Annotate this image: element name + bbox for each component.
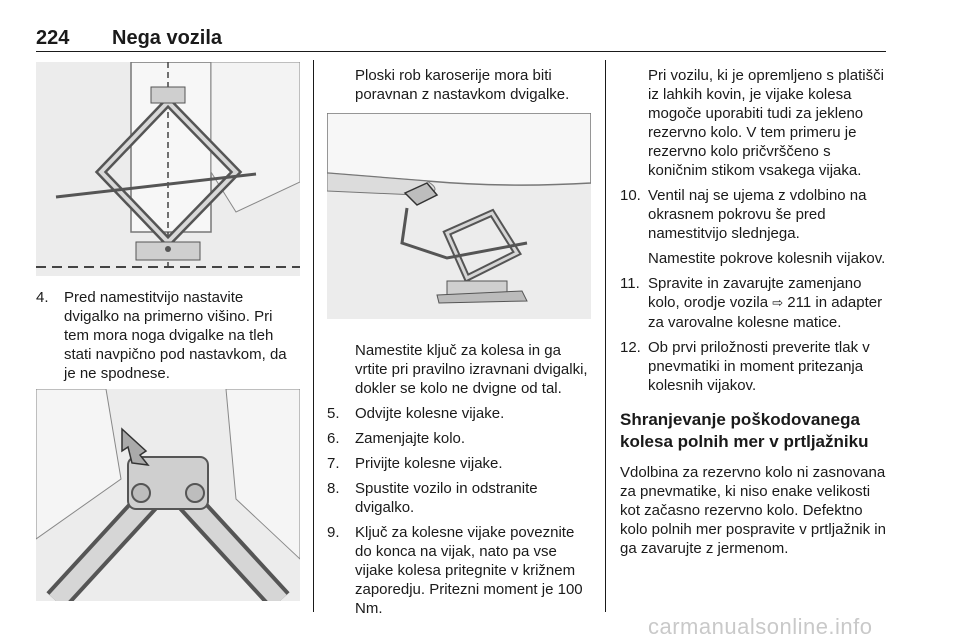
step-text: Zamenjajte kolo.	[355, 430, 466, 447]
step-number: 12.	[620, 339, 641, 356]
column-2	[327, 66, 591, 618]
step-text: Ventil naj se ujema z vdolbino na okrasnem pokrovu še pred namestitvijo slednjega.	[648, 187, 867, 242]
jack-head-closeup-illustration	[36, 389, 300, 601]
step-text: Odvijte kolesne vijake.	[355, 405, 505, 422]
column-3	[620, 66, 888, 558]
intro-paragraph: Ploski rob karoserije mora biti poravnan z nastavkom dvigalke.	[355, 67, 570, 103]
header-rule	[36, 51, 886, 52]
step-number: 10.	[620, 187, 641, 204]
step-text: Ob prvi priložnosti preverite tlak v pnevmatiki in moment pritezanja kolesnih vijakov.	[648, 339, 870, 394]
step-12	[620, 338, 888, 395]
step-7	[327, 454, 591, 473]
column-divider	[605, 60, 606, 612]
step-text	[648, 274, 888, 332]
step-note: Namestite pokrove kolesnih vijakov.	[648, 250, 886, 267]
column-1	[36, 62, 300, 601]
step-number: 7.	[327, 455, 340, 472]
step-5	[327, 404, 591, 423]
step-text: Pred namestitvijo nastavite dvigalko na primerno višino. Pri tem mora noga dvigalke na tleh stati navpično pod nastavkom, da je ne spodnese.	[64, 289, 287, 382]
step-10	[620, 186, 888, 268]
step-text-part: Spravite in zavarujte zamenjano kolo, orodje vozila	[648, 275, 862, 311]
continuation-paragraph: Pri vozilu, ki je opremljeno s platišči iz lahkih kovin, je vijake kolesa mogoče uporabiti tudi za jekleno rezervno kolo. V tem primeru je rezervno kolo pričvrščeno s koničnim stikom vsakega vijaka.	[648, 67, 884, 179]
jack-height-illustration	[36, 62, 300, 276]
step-8	[327, 479, 591, 517]
step-number: 9.	[327, 524, 340, 541]
step-4	[36, 288, 300, 383]
page-number: 224	[36, 27, 70, 49]
step-text: Ključ za kolesne vijake poveznite do konca na vijak, nato pa vse vijake kolesa pritegnite v križnem zaporedju. Pritezni moment je 100 Nm.	[355, 524, 583, 617]
step-number: 4.	[36, 289, 49, 306]
column-divider	[313, 60, 314, 612]
page-reference-arrow-icon[interactable]: ⇨	[772, 296, 784, 311]
step-number: 11.	[620, 275, 640, 292]
step-11	[620, 274, 888, 332]
page-title: Nega vozila	[112, 27, 223, 49]
section-paragraph: Vdolbina za rezervno kolo ni zasnovana za pnevmatike, ki niso enake velikosti kot začasno rezervno kolo. Defektno kolo polnih mer pospravite v prtljažnik in ga zavarujte z jermenom.	[620, 464, 886, 557]
step-9	[327, 523, 591, 618]
step-number: 8.	[327, 480, 340, 497]
watermark: carmanualsonline.info	[648, 614, 873, 639]
step-text: Privijte kolesne vijake.	[355, 455, 503, 472]
step-6	[327, 429, 591, 448]
after-figure-paragraph: Namestite ključ za kolesa in ga vrtite pri pravilno izravnani dvigalki, dokler se kolo ne dvigne od tal.	[355, 342, 588, 397]
jack-under-sill-illustration	[327, 113, 591, 319]
step-number: 6.	[327, 430, 340, 447]
step-text: Spustite vozilo in odstranite dvigalko.	[355, 480, 538, 516]
step-text-part: 211 in adapter za varovalne kolesne matice.	[648, 294, 883, 331]
section-heading: Shranjevanje poškodovanega kolesa polnih mer v prtljažniku	[620, 410, 869, 451]
step-number: 5.	[327, 405, 340, 422]
